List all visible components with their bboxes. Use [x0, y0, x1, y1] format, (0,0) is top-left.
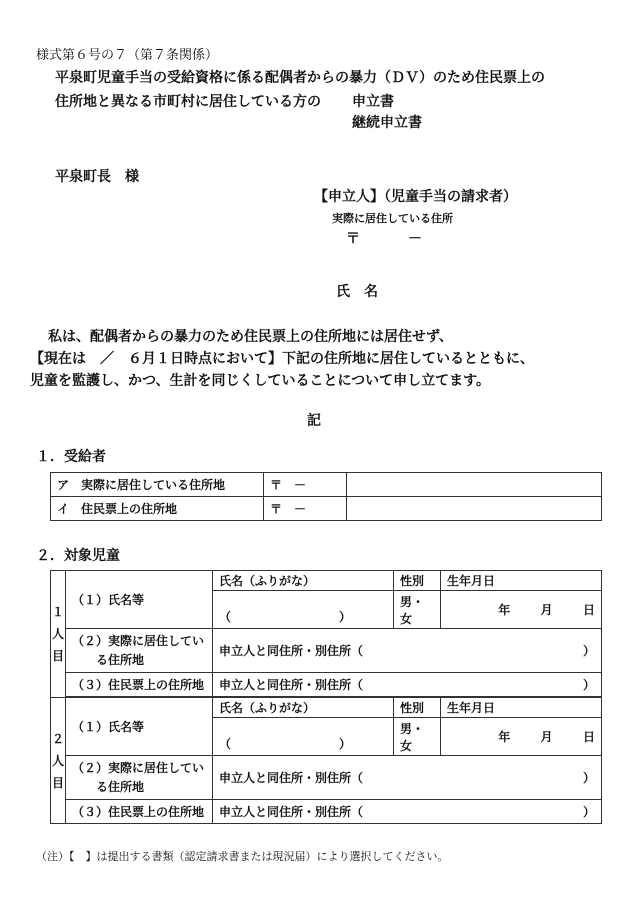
child1-year-label: 年 — [498, 603, 511, 617]
child2-birthdate[interactable] — [441, 718, 602, 756]
child1-name-header: 氏名（ふりがな） — [213, 571, 394, 591]
child2-actual-address-label-1: （２）実際に居住してい — [72, 760, 205, 775]
child1-furigana-parens: （ ） — [219, 610, 352, 624]
postal-dash: － — [408, 231, 422, 247]
child2-label — [51, 698, 66, 824]
child2-label-num: ２ — [51, 731, 64, 746]
child1-actual-address-close: ） — [582, 644, 595, 658]
child2-label-b: 目 — [51, 775, 64, 790]
title-line-1: 平泉町児童手当の受給資格に係る配偶者からの暴力（ＤＶ）のため住民票上の — [55, 70, 545, 86]
statement-line-1: 私は、配偶者からの暴力のため住民票上の住所地には居住せず、 — [34, 329, 453, 345]
child1-gender-options[interactable]: 男・女 — [394, 591, 441, 629]
child2-actual-address-option: 申立人と同住所・別住所（ — [219, 771, 364, 785]
child2-actual-address-value[interactable] — [213, 756, 602, 800]
child1-name-row-label: （１）氏名等 — [66, 571, 213, 629]
form-number: 様式第６号の７（第７条関係） — [36, 48, 219, 63]
section1-heading: １．受給者 — [36, 449, 106, 465]
child2-name-input[interactable] — [213, 718, 394, 756]
child1-birth-header: 生年月日 — [441, 571, 602, 591]
child2-birth-header: 生年月日 — [441, 698, 602, 718]
child2-actual-address-label — [66, 756, 213, 800]
child2-registered-address-label: （３）住民票上の住所地 — [66, 800, 213, 824]
recipient-registered-postal: 〒 － — [264, 497, 347, 521]
recipient-actual-label: ア 実際に居住している住所地 — [51, 473, 264, 497]
child1-name-input[interactable] — [213, 591, 394, 629]
child2-registered-address-option: 申立人と同住所・別住所（ — [219, 805, 364, 819]
child1-registered-address-close: ） — [582, 678, 595, 692]
postal-mark: 〒 — [346, 231, 360, 247]
child1-registered-address-option: 申立人と同住所・別住所（ — [219, 678, 364, 692]
title-option-continuation: 継続申立書 — [352, 115, 422, 131]
child1-actual-address-option: 申立人と同住所・別住所（ — [219, 644, 364, 658]
child2-label-a: 人 — [51, 753, 64, 768]
recipient-table — [50, 472, 602, 521]
statement-line-2: 【現在は ／ ６月１日時点において】下記の住所地に居住しているとともに、 — [30, 351, 534, 367]
child2-registered-address-close: ） — [582, 805, 595, 819]
recipient-actual-address[interactable] — [347, 473, 602, 497]
recipient-registered-label: イ 住民票上の住所地 — [51, 497, 264, 521]
child1-actual-address-label-2: る住所地 — [96, 652, 145, 667]
child2-name-header: 氏名（ふりがな） — [213, 698, 394, 718]
footnote: （注）【 】は提出する書類（認定請求書または現況届）により選択してください。 — [36, 850, 449, 863]
child1-label-a: 人 — [51, 627, 64, 641]
child2-actual-address-label-2: る住所地 — [96, 779, 145, 794]
child1-label-b: 目 — [51, 649, 64, 663]
children-table — [50, 570, 602, 824]
name-label: 氏 名 — [336, 284, 378, 300]
child1-day-label: 日 — [582, 603, 595, 617]
addressee: 平泉町長 様 — [55, 169, 139, 185]
child2-furigana-parens: （ ） — [219, 737, 352, 751]
applicant-address-label: 実際に居住している住所 — [332, 212, 453, 225]
child2-day-label: 日 — [582, 730, 595, 744]
title-option-application: 申立書 — [352, 94, 394, 110]
recipient-actual-postal: 〒 － — [264, 473, 347, 497]
section2-heading: ２．対象児童 — [36, 548, 120, 564]
child1-registered-address-label: （３）住民票上の住所地 — [66, 673, 213, 697]
child1-actual-address-value[interactable] — [213, 629, 602, 673]
child1-gender-header: 性別 — [394, 571, 441, 591]
child1-birthdate[interactable] — [441, 591, 602, 629]
child2-year-label: 年 — [498, 730, 511, 744]
child2-month-label: 月 — [540, 730, 553, 744]
ki-mark: 記 — [307, 413, 321, 429]
recipient-registered-address[interactable] — [347, 497, 602, 521]
title-line-2: 住所地と異なる市町村に居住している方の — [55, 94, 321, 110]
child2-gender-options[interactable]: 男・女 — [394, 718, 441, 756]
child1-actual-address-label — [66, 629, 213, 673]
child2-actual-address-close: ） — [582, 771, 595, 785]
child2-gender-header: 性別 — [394, 698, 441, 718]
child1-month-label: 月 — [540, 603, 553, 617]
applicant-heading: 【申立人】（児童手当の請求者） — [314, 189, 517, 205]
statement-line-3: 児童を監護し、かつ、生計を同じくしていることについて申し立てます。 — [30, 373, 491, 389]
recipient-row-registered — [51, 497, 602, 521]
child2-name-row-label: （１）氏名等 — [66, 698, 213, 756]
child2-registered-address-value[interactable] — [213, 800, 602, 824]
child1-label — [51, 571, 66, 698]
recipient-row-actual — [51, 473, 602, 497]
child1-registered-address-value[interactable] — [213, 673, 602, 697]
child1-actual-address-label-1: （２）実際に居住してい — [72, 633, 205, 648]
child1-label-num: １ — [51, 605, 64, 619]
